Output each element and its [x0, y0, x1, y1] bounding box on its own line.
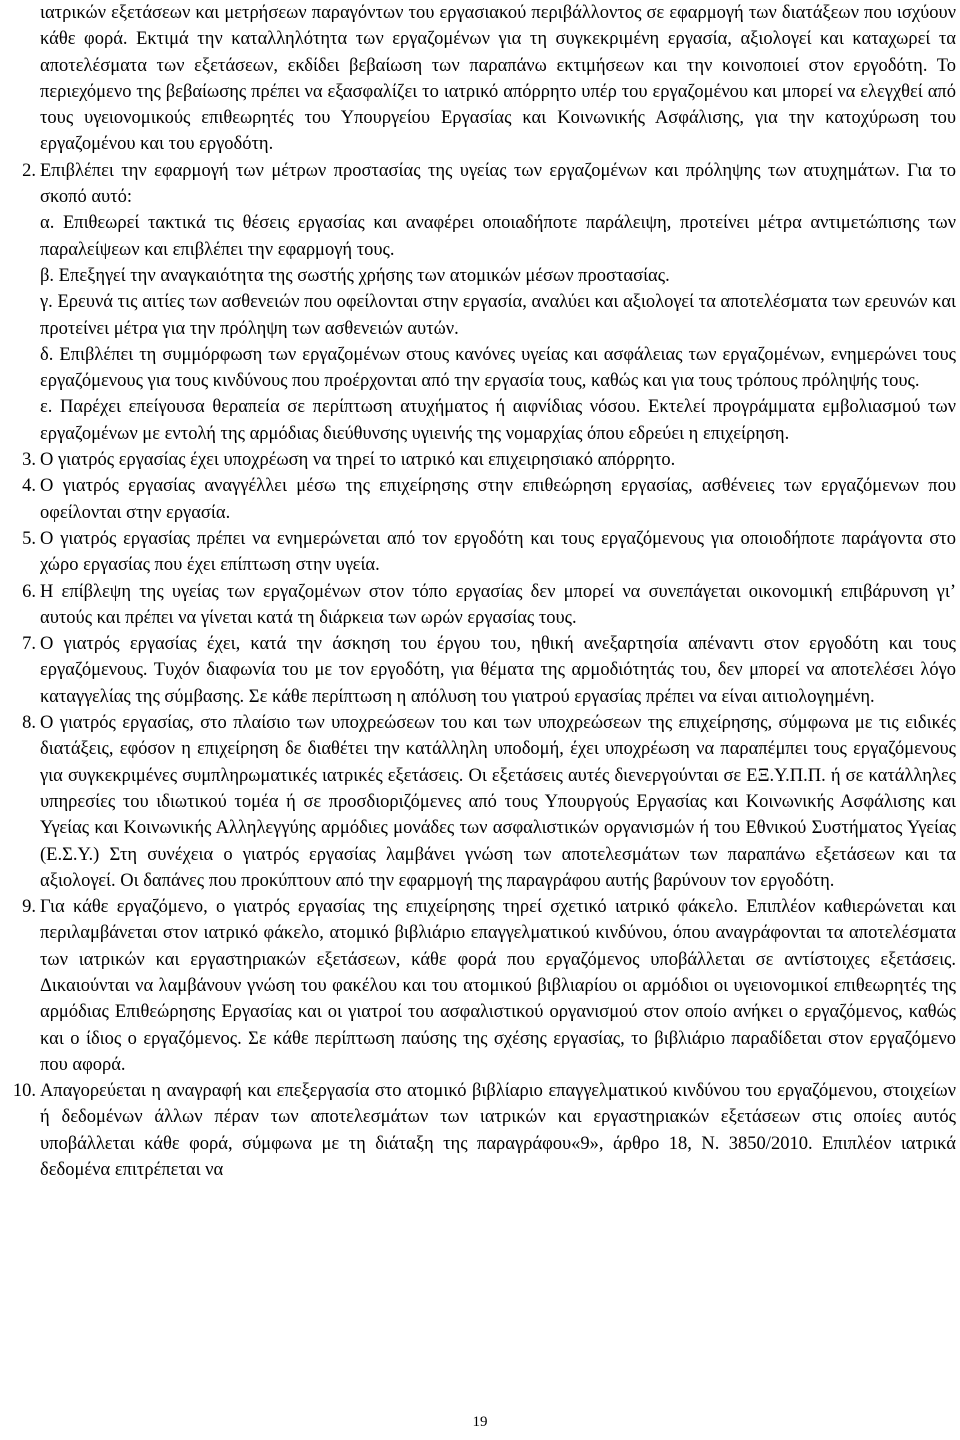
subitem-text: Επιβλέπει τη συμμόρφωση των εργαζομένων στους κανόνες υγείας και ασφάλειας των εργαζομένων, ενημερώνει τους εργαζόμενους για τους κινδύνους που προέρχονται από την εργασία τους, καθώς και για τους τρόπους πρόληψής τους. [40, 344, 957, 392]
list-item-3 [22, 447, 956, 473]
subitem-label: γ. [40, 292, 53, 313]
item-number: 6. [22, 581, 36, 602]
item-text: Ο γιατρός εργασίας έχει, κατά την άσκηση του έργου του, ηθική ανεξαρτησία απέναντι στον εργοδότη και τους εργαζόμενους. Τυχόν διαφωνία του με τον εργοδότη, για θέματα της αρμοδιότητάς του, δεν μπορεί να αποτελέσει λόγο καταγγελίας της σύμβασης. Σε κάθε περίπτωση η απόλυση του γιατρού εργασίας πρέπει να είναι αιτιολογημένη. [40, 634, 956, 707]
subitem-b [40, 263, 956, 289]
subitem-label: δ. [40, 344, 54, 365]
list-item-7 [22, 631, 956, 710]
item-number: 2. [22, 160, 36, 181]
item-text: Απαγορεύεται η αναγραφή και επεξεργασία στο ατομικό βιβλίαριο επαγγελματικού κινδύνου του εργαζόμενου, στοιχείων ή δεδομένων άλλων πέραν των αποτελεσμάτων των ιατρικών και εργαστηριακών εξετάσεων στις οποίες αυτός υποβάλλεται κάθε φορά, σύμφωνα με τη διάταξη της παραγράφου«9», άρθρο 18, Ν. 3850/2010. Επιπλέον ιατρικά δεδομένα επιτρέπεται να [40, 1081, 956, 1181]
subitem-label: ε. [40, 397, 53, 418]
item-number: 8. [22, 713, 36, 734]
list-item-6 [22, 579, 956, 632]
subitem-text: Επιθεωρεί τακτικά τις θέσεις εργασίας και αναφέρει οποιαδήποτε παράλειψη, προτείνει μέτρα αντιμετώπισης των παραλείψεων και επιβλέπει την εφαρμογή τους. [40, 213, 957, 260]
list-item-5 [22, 526, 956, 579]
item-number: 5. [22, 528, 36, 549]
subitem-c [40, 289, 956, 342]
intro-paragraph: ιατρικών εξετάσεων και μετρήσεων παραγόντων του εργασιακού περιβάλλοντος σε εφαρμογή των διατάξεων που ισχύουν κάθε φορά. Εκτιμά την καταλληλότητα των εργαζομένων για τη συγκεκριμένη εργασία, αξιολογεί και καταχωρεί τα αποτελέσματα των εξετάσεων, εκδίδει βεβαίωση των παραπάνω εκτιμήσεων και την κοινοποιεί στον εργοδότη. Το περιεχόμενο της βεβαίωσης πρέπει να εξασφαλίζει το ιατρικό απόρρητο υπέρ του εργαζομένου και μπορεί να ελεγχθεί από τους υγειονομικούς επιθεωρητές του Υπουργείου Εργασίας και Κοινωνικής Ασφάλισης, για την κατοχύρωση του εργαζομένου και του εργοδότη. [40, 3, 956, 155]
subitem-e [40, 394, 956, 447]
item-text: Για κάθε εργαζόμενο, ο γιατρός εργασίας της επιχείρησης τηρεί σχετικό ιατρικό φάκελο. Επιπλέον καθιερώνεται και περιλαμβάνεται στον ιατρικό φάκελο, ατομικό βιβλιάριο επαγγελματικού κινδύνου, όπου αναγράφονται τα αποτελέσματα των ιατρικών και εργαστηριακών εξετάσεων, κάθε φορά που εργαζόμενος υποβάλλεται σε αντίστοιχες εξετάσεις. Δικαιούνται να λαμβάνουν γνώση του φακέλου και του ατομικού βιβλιαρίου οι αρμόδιοι οι υγειονομικοί επιθεωρητές της αρμόδιας Επιθεώρησης Εργασίας και οι γιατροί του ασφαλιστικού οργανισμού στον οποίο ανήκει ο εργαζόμενος, καθώς και ο ίδιος ο εργαζόμενος. Σε κάθε περίπτωση παύσης της σχέσης εργασίας, το βιβλιάριο παραδίδεται στον εργαζόμενο που αφορά. [40, 897, 956, 1075]
page-number: 19 [472, 1414, 488, 1430]
subitem-text: Επεξηγεί την αναγκαιότητα της σωστής χρήσης των ατομικών μέσων προστασίας. [58, 265, 670, 286]
subitem-text: Παρέχει επείγουσα θεραπεία σε περίπτωση ατυχήματος ή αιφνίδιας νόσου. Εκτελεί προγράμματα εμβολιασμού των εργαζομένων με εντολή της αρμόδιας διεύθυνσης υγιεινής της νομαρχίας όπου εδρεύει η επιχείρηση. [40, 397, 957, 444]
item-number: 10. [12, 1081, 36, 1102]
subitem-a [40, 210, 956, 263]
item-text: Ο γιατρός εργασίας αναγγέλλει μέσω της επιχείρησης στην επιθεώρηση εργασίας, ασθένειες των εργαζόμενων που οφείλονται στην εργασία. [40, 476, 956, 523]
subitem-text: Ερευνά τις αιτίες των ασθενειών που οφείλονται στην εργασία, αναλύει και αξιολογεί τα αποτελέσματα των ερευνών και προτείνει μέτρα για την πρόληψη των ασθενειών αυτών. [40, 292, 956, 339]
list-item-8 [22, 710, 956, 894]
item-number: 7. [22, 634, 36, 655]
subitem-label: β. [40, 265, 55, 286]
item-text: Ο γιατρός εργασίας, στο πλαίσιο των υποχρεώσεων του και των υποχρεώσεων της επιχείρησης, σύμφωνα με τις ειδικές διατάξεις, εφόσον η επιχείρηση δε διαθέτει την κατάλληλη υποδομή, έχει υποχρέωση να παραπέμπει τους εργαζόμενους για συγκεκριμένες συμπληρωματικές ιατρικές εξετάσεις. Οι εξετάσεις αυτές διενεργούνται σε ΕΞ.Υ.Π.Π. ή σε κατάλληλες υπηρεσίες του ιδιωτικού τομέα ή σε προσδιοριζόμενες από τους Υπουργούς Εργασίας και Κοινωνικής Ασφάλισης και Υγείας και Κοινωνικής Αλληλεγγύης αρμόδιες μονάδες των ασφαλιστικών οργανισμών ή του Εθνικού Συστήματος Υγείας (Ε.Σ.Υ.) Στη συνέχεια ο γιατρός εργασίας λαμβάνει γνώση των αποτελεσμάτων των παραπάνω εξετάσεων και τα αξιολογεί. Οι δαπάνες που προκύπτουν από την εφαρμογή της παραγράφου αυτής βαρύνουν τον εργοδότη. [40, 713, 956, 891]
list-item-2 [22, 158, 957, 447]
item-text: Ο γιατρός εργασίας έχει υποχρέωση να τηρεί το ιατρικό και επιχειρησιακό απόρρητο. [40, 450, 676, 471]
item-text: Επιβλέπει την εφαρμογή των μέτρων προστασίας της υγείας των εργαζομένων και πρόληψης των ατυχημάτων. Για το σκοπό αυτό: [40, 160, 956, 208]
list-item-9 [22, 894, 956, 1078]
document-page [12, 0, 957, 1400]
subitem-d [40, 342, 956, 395]
list-item-4 [22, 473, 956, 526]
item-number: 9. [22, 897, 36, 918]
item-number: 4. [22, 476, 36, 497]
item-text: Ο γιατρός εργασίας πρέπει να ενημερώνεται από τον εργοδότη και τους εργαζόμενους για οποιοδήποτε παράγοντα στο χώρο εργασίας που έχει επίπτωση στην υγεία. [40, 528, 956, 576]
item-number: 3. [22, 450, 36, 471]
item-text: Η επίβλεψη της υγείας των εργαζομένων στον τόπο εργασίας δεν μπορεί να συνεπάγεται οικονομική επιβάρυνση γι’ αυτούς και πρέπει να γίνεται κατά τη διάρκεια των ωρών εργασίας τους. [40, 581, 956, 628]
subitem-label: α. [40, 213, 55, 234]
list-item-10 [12, 1078, 956, 1183]
